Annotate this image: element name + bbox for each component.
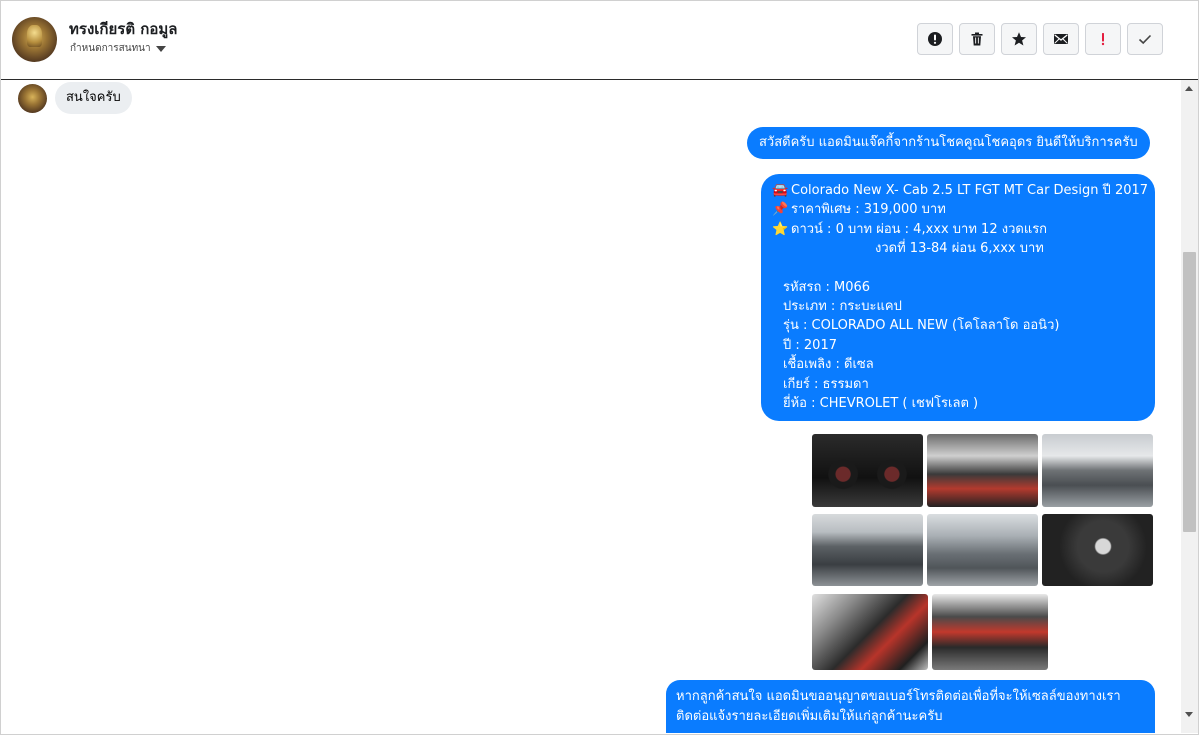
- car-photo-exterior-side[interactable]: [927, 514, 1038, 586]
- car-photo-instrument-cluster[interactable]: [812, 434, 923, 507]
- contact-avatar[interactable]: [12, 17, 57, 62]
- star-button[interactable]: [1001, 23, 1037, 55]
- car-type: ประเภท : กระบะแคป: [783, 298, 902, 314]
- pushpin-emoji-icon: 📌: [772, 202, 789, 218]
- car-photo-exterior-front[interactable]: [812, 514, 923, 586]
- thread-scrollbar[interactable]: [1181, 80, 1198, 733]
- exclamation-icon: [1095, 31, 1111, 47]
- trash-icon: [969, 31, 985, 47]
- car-emoji-icon: 🚘: [772, 183, 789, 198]
- conversation-label-dropdown[interactable]: [70, 41, 166, 56]
- car-photo-interior-steering[interactable]: [927, 434, 1038, 507]
- car-down-payment: ดาวน์ : 0 บาท ผ่อน : 4,xxx บาท 12 งวดแรก: [791, 221, 1048, 237]
- scroll-up-arrow-icon[interactable]: [1185, 86, 1193, 91]
- conversation-label-text: กำหนดการสนทนา: [70, 43, 151, 54]
- mark-spam-button[interactable]: [917, 23, 953, 55]
- star-icon: [1011, 31, 1027, 47]
- car-brand: ยี่ห้อ : CHEVROLET ( เชฟโรเลต ): [783, 395, 979, 411]
- car-photo-exterior-three-quarter[interactable]: [1042, 434, 1153, 507]
- conversation-header: [1, 1, 1198, 80]
- conversation-toolbar: [917, 23, 1163, 55]
- car-installment-later: งวดที่ 13-84 ผ่อน 6,xxx บาท: [875, 241, 1044, 257]
- car-model: รุ่น : COLORADO ALL NEW (โคโลลาโด ออนิว): [783, 318, 1060, 334]
- sender-avatar[interactable]: [18, 84, 47, 113]
- envelope-icon: [1053, 31, 1069, 47]
- car-fuel: เชื้อเพลิง : ดีเซล: [783, 357, 874, 373]
- closing-line-2: ติดต่อแจ้งรายละเอียดเพิ่มเติมให้แก่ลูกค้านะครับ: [676, 708, 943, 724]
- closing-line-1: หากลูกค้าสนใจ แอดมินขออนุญาตขอเบอร์โทรติดต่อเพื่อที่จะให้เซลล์ของทางเรา: [676, 689, 1121, 704]
- car-price: ราคาพิเศษ : 319,000 บาท: [791, 202, 946, 218]
- caret-down-icon: [156, 46, 166, 52]
- mark-unread-button[interactable]: [1043, 23, 1079, 55]
- scroll-down-arrow-icon[interactable]: [1185, 712, 1193, 717]
- incoming-message[interactable]: สนใจครับ: [55, 82, 132, 114]
- scrollbar-thumb[interactable]: [1183, 252, 1196, 532]
- car-title: Colorado New X- Cab 2.5 LT FGT MT Car Design ปี 2017: [791, 183, 1149, 198]
- follow-up-button[interactable]: [1085, 23, 1121, 55]
- car-year: ปี : 2017: [783, 337, 837, 353]
- outgoing-message-greeting[interactable]: สวัสดีครับ แอดมินแจ๊คกี้จากร้านโชคคูณโชคอุดร ยินดีให้บริการครับ: [747, 127, 1150, 159]
- outgoing-message-closing[interactable]: [666, 680, 1155, 733]
- check-icon: [1137, 31, 1153, 47]
- car-title-line: [772, 181, 1149, 200]
- star-emoji-icon: ⭐: [772, 221, 789, 237]
- outgoing-message-car-listing[interactable]: [761, 174, 1155, 421]
- car-code: รหัสรถ : M066: [783, 279, 871, 295]
- car-gear: เกียร์ : ธรรมดา: [783, 376, 869, 392]
- delete-button[interactable]: [959, 23, 995, 55]
- car-photo-gear-shifter[interactable]: [1042, 514, 1153, 586]
- message-thread[interactable]: [1, 80, 1181, 733]
- alert-circle-icon: [927, 31, 943, 47]
- car-price-line: [772, 200, 1145, 219]
- car-photo-rear-seats[interactable]: [812, 594, 928, 670]
- car-down-payment-line: [772, 220, 1145, 239]
- car-photo-interior-dashboard[interactable]: [932, 594, 1048, 670]
- contact-name[interactable]: ทรงเกียรติ กอมูล: [69, 20, 178, 38]
- mark-done-button[interactable]: [1127, 23, 1163, 55]
- spacer: [772, 259, 1145, 278]
